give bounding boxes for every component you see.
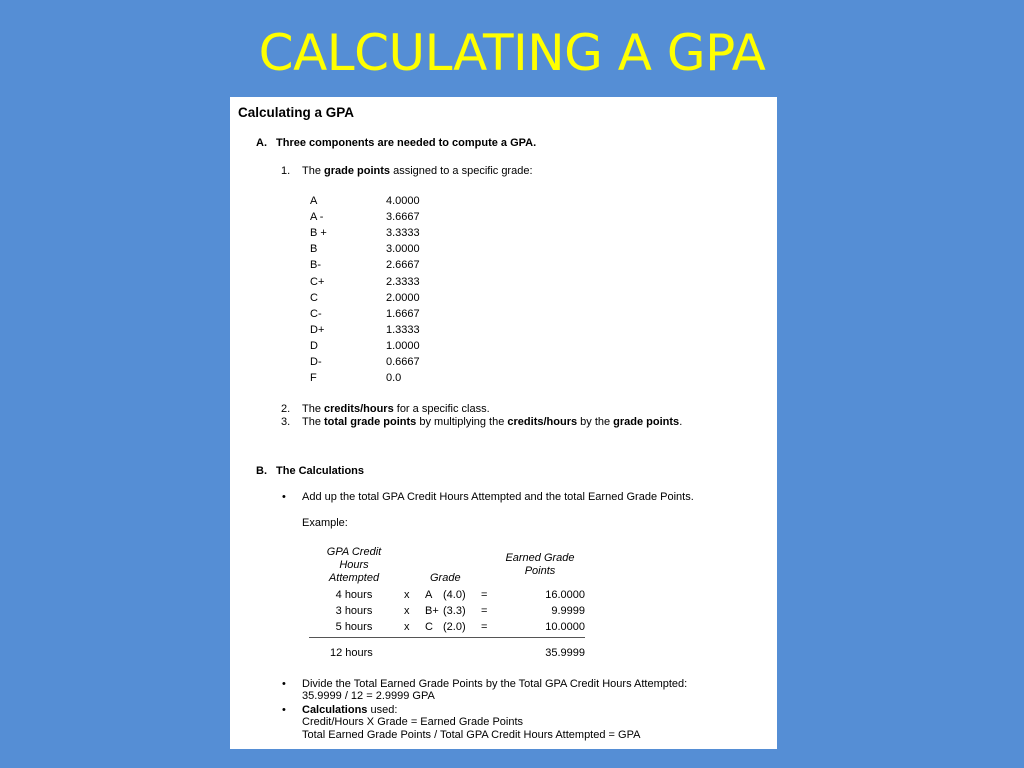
item-1-bold: grade points xyxy=(324,165,391,177)
calc-grade-value: (3.3) xyxy=(443,605,466,617)
grade-letter: C- xyxy=(310,307,322,320)
grade-point-value: 0.6667 xyxy=(386,356,420,368)
grade-letter: F xyxy=(310,372,317,385)
grade-letter: D+ xyxy=(310,323,325,336)
grade-letter: B + xyxy=(310,227,327,240)
item-3-post: . xyxy=(679,416,683,428)
bullet-3-line-3: Total Earned Grade Points / Total GPA Credit Hours Attempted = GPA xyxy=(302,729,641,741)
calc-multiply-sign: x xyxy=(404,605,410,617)
bullet-1-text: Add up the total GPA Credit Hours Attempted and the total Earned Grade Points. xyxy=(302,491,694,503)
grade-letter: C xyxy=(310,291,318,304)
grade-point-value: 1.3333 xyxy=(386,323,420,336)
grade-letter: C+ xyxy=(310,275,325,288)
header-credit-hours-line-1: GPA Credit xyxy=(326,546,382,558)
grade-letter: D xyxy=(310,339,318,352)
totals-divider xyxy=(309,637,585,638)
calc-hours: 4 hours xyxy=(335,589,373,601)
grade-letter: A xyxy=(310,195,318,207)
calc-hours: 5 hours xyxy=(335,621,373,633)
item-2-post: for a specific class. xyxy=(393,403,490,415)
grade-point-value: 1.0000 xyxy=(386,339,420,352)
item-1-number: 1. xyxy=(281,165,291,177)
header-grade: Grade xyxy=(430,572,461,584)
section-a-heading: Three components are needed to compute a GPA. xyxy=(276,137,537,149)
item-2-number: 2. xyxy=(281,403,291,415)
calc-grade-letter: C xyxy=(425,621,433,633)
calc-grade-value: (4.0) xyxy=(443,589,466,601)
grade-point-value: 3.6667 xyxy=(386,211,420,224)
total-points: 35.9999 xyxy=(545,647,585,659)
grade-point-value: 1.6667 xyxy=(386,307,420,320)
bullet-1-marker: • xyxy=(282,491,286,503)
grade-point-value: 4.0000 xyxy=(386,195,420,207)
slide-title: CALCULATING A GPA xyxy=(258,24,766,82)
item-3-bold-1: total grade points xyxy=(324,416,417,428)
header-earned-points xyxy=(492,552,588,578)
grade-point-value: 2.6667 xyxy=(386,259,420,272)
calc-grade-value: (2.0) xyxy=(443,621,466,633)
calc-grade-letter: A xyxy=(425,589,433,601)
bullet-3-bold: Calculations xyxy=(302,704,368,716)
item-1-pre: The xyxy=(302,165,325,177)
item-3-bold-2: credits/hours xyxy=(507,416,578,428)
example-label: Example: xyxy=(302,517,348,529)
item-1-text xyxy=(302,165,533,177)
bullet-3-line-1 xyxy=(302,704,397,716)
item-1-post: assigned to a specific grade: xyxy=(390,165,533,177)
item-3-number: 3. xyxy=(281,416,291,428)
calc-earned-points: 10.0000 xyxy=(545,621,585,633)
item-3-mid-2: by the xyxy=(577,416,614,428)
grade-letter: B xyxy=(310,243,318,256)
item-2-pre: The xyxy=(302,403,325,415)
grade-letter: B- xyxy=(310,259,321,272)
grade-point-value: 0.0 xyxy=(386,372,402,385)
header-credit-hours-line-2: Hours xyxy=(339,559,369,571)
item-3-pre: The xyxy=(302,416,325,428)
calc-earned-points: 16.0000 xyxy=(545,589,585,601)
header-earned-points-line-2: Points xyxy=(524,565,556,577)
item-2-text xyxy=(302,403,490,415)
calc-equals-sign: = xyxy=(481,621,488,633)
bullet-2-marker: • xyxy=(282,678,286,690)
grade-point-value: 3.3333 xyxy=(386,227,420,240)
calc-grade-letter: B+ xyxy=(425,605,439,617)
bullet-2-line-2: 35.9999 / 12 = 2.9999 GPA xyxy=(302,690,435,702)
calc-equals-sign: = xyxy=(481,589,488,601)
section-b-marker: B. xyxy=(256,465,267,477)
document-page xyxy=(230,97,777,749)
calc-hours: 3 hours xyxy=(335,605,373,617)
bullet-3-post: used: xyxy=(367,704,398,716)
grade-letter: D- xyxy=(310,356,322,368)
total-hours: 12 hours xyxy=(330,647,373,659)
bullet-3-marker: • xyxy=(282,704,286,716)
section-b-heading: The Calculations xyxy=(276,465,365,477)
item-2-bold: credits/hours xyxy=(324,403,394,415)
calc-earned-points: 9.9999 xyxy=(551,605,585,617)
bullet-2-line-1: Divide the Total Earned Grade Points by the Total GPA Credit Hours Attempted: xyxy=(302,678,688,690)
grade-point-value: 3.0000 xyxy=(386,243,420,256)
item-3-bold-3: grade points xyxy=(613,416,680,428)
grade-letter: A - xyxy=(310,211,324,224)
section-a-marker: A. xyxy=(256,137,267,149)
item-3-text xyxy=(302,416,682,428)
grade-point-value: 2.0000 xyxy=(386,291,420,304)
header-earned-points-line-1: Earned Grade xyxy=(505,552,575,564)
calc-equals-sign: = xyxy=(481,605,488,617)
grade-point-value: 2.3333 xyxy=(386,275,420,288)
bullet-3-line-2: Credit/Hours X Grade = Earned Grade Points xyxy=(302,716,524,728)
item-3-mid: by multiplying the xyxy=(416,416,508,428)
calc-multiply-sign: x xyxy=(404,589,410,601)
header-credit-hours xyxy=(310,546,398,585)
calc-multiply-sign: x xyxy=(404,621,410,633)
header-credit-hours-line-3: Attempted xyxy=(328,572,380,584)
document-title: Calculating a GPA xyxy=(238,105,355,120)
